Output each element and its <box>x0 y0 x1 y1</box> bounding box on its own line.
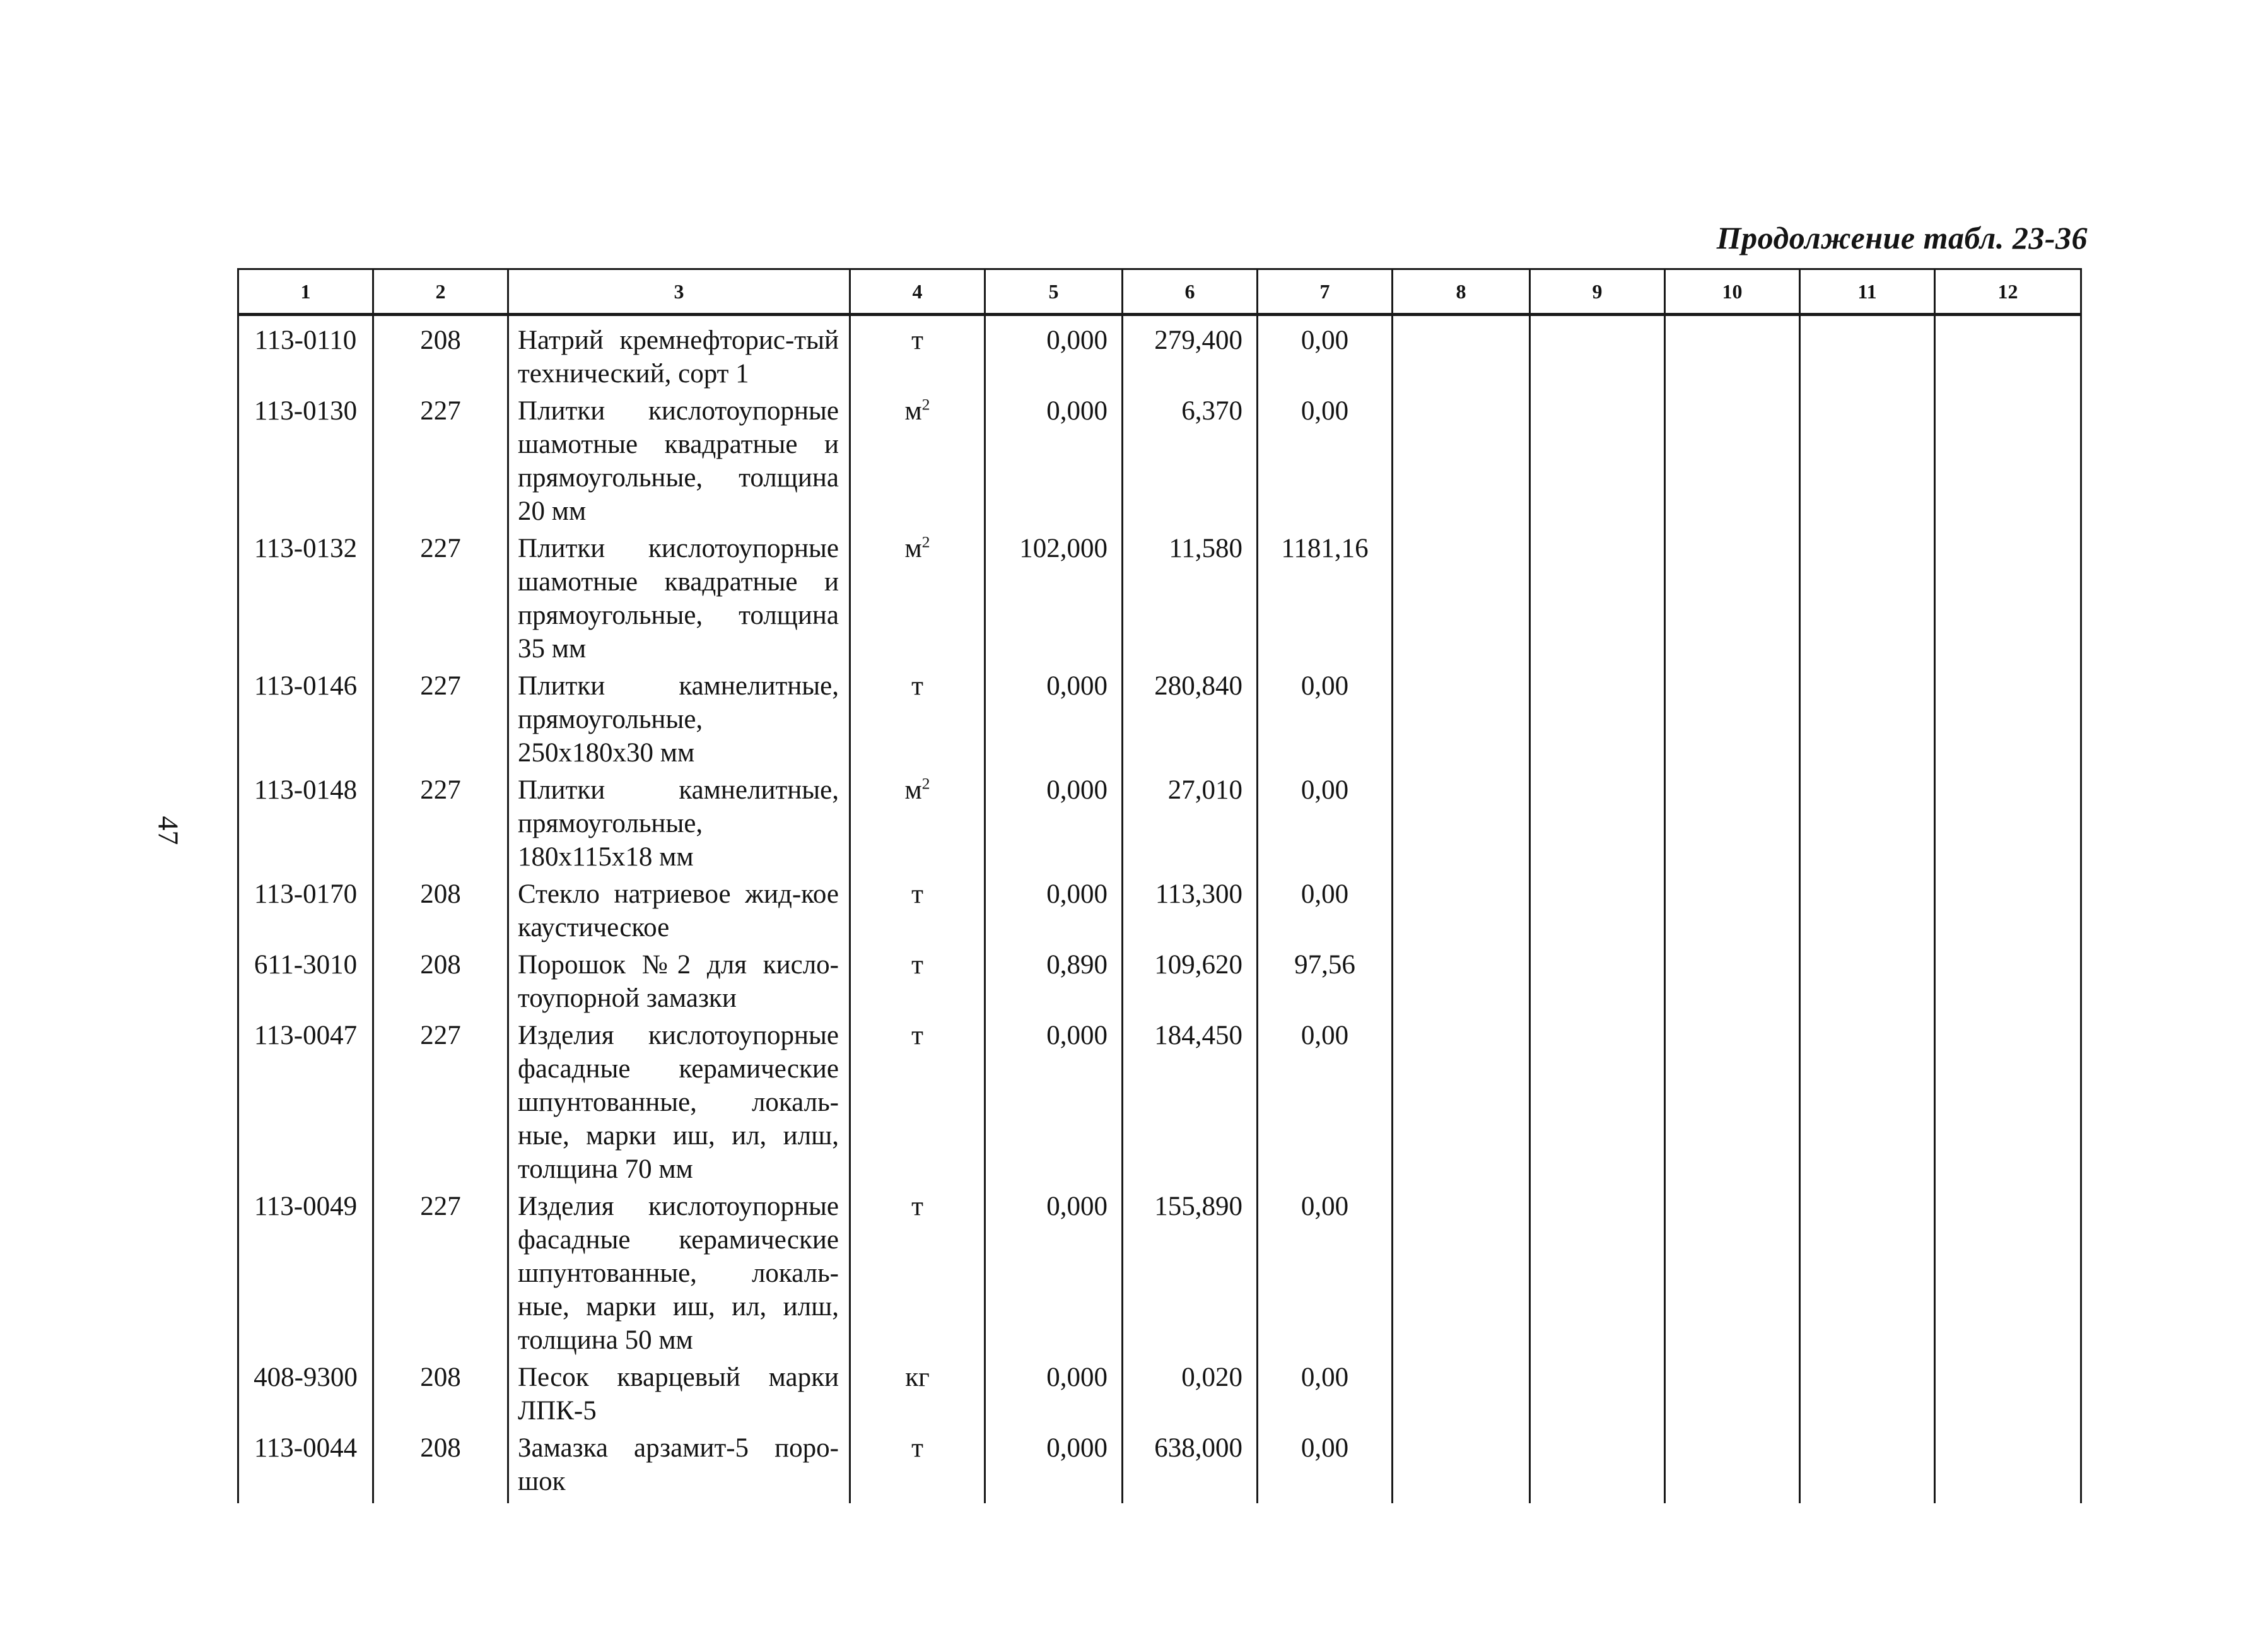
empty-cell <box>1935 947 2081 1017</box>
empty-cell <box>1800 772 1935 876</box>
value-col6: 0,020 <box>1123 1359 1258 1430</box>
materials-table <box>237 268 2082 1503</box>
value-col6: 184,450 <box>1123 1017 1258 1188</box>
header-cell: 3 <box>508 269 850 315</box>
header-cell: 7 <box>1258 269 1393 315</box>
header-cell: 8 <box>1393 269 1530 315</box>
empty-cell <box>1935 1188 2081 1359</box>
value-col5: 0,000 <box>985 1359 1123 1430</box>
material-name: Замазка арзамит-5 поро-шок <box>508 1430 850 1503</box>
unit <box>850 1017 985 1188</box>
table-row <box>238 1359 2081 1430</box>
value-col6: 27,010 <box>1123 772 1258 876</box>
value-col6: 109,620 <box>1123 947 1258 1017</box>
empty-cell <box>1393 947 1530 1017</box>
material-name: Изделия кислотоупорные фасадные керамические шпунтованные, локаль-ные, марки иш, ил, илш, толщина 70 мм <box>508 1017 850 1188</box>
unit-text: т <box>911 1433 923 1463</box>
empty-cell <box>1665 668 1800 772</box>
price-zone: 208 <box>373 876 508 947</box>
value-col6: 155,890 <box>1123 1188 1258 1359</box>
unit-text: т <box>911 950 923 980</box>
header-cell: 1 <box>238 269 373 315</box>
empty-cell <box>1665 1017 1800 1188</box>
empty-cell <box>1530 393 1665 531</box>
empty-cell <box>1530 876 1665 947</box>
header-cell: 2 <box>373 269 508 315</box>
header-cell: 11 <box>1800 269 1935 315</box>
value-col5: 0,000 <box>985 1188 1123 1359</box>
material-name: Плитки камнелитные, прямоугольные, 180x115x18 мм <box>508 772 850 876</box>
value-col5: 0,000 <box>985 315 1123 394</box>
empty-cell <box>1393 1430 1530 1503</box>
value-col5: 0,890 <box>985 947 1123 1017</box>
unit <box>850 393 985 531</box>
header-row <box>238 269 2081 315</box>
unit <box>850 876 985 947</box>
unit <box>850 1359 985 1430</box>
unit <box>850 772 985 876</box>
material-name: Стекло натриевое жид-кое каустическое <box>508 876 850 947</box>
table-row <box>238 668 2081 772</box>
unit-text: т <box>911 879 923 909</box>
unit-text: т <box>911 1192 923 1221</box>
price-zone: 208 <box>373 1430 508 1503</box>
empty-cell <box>1800 393 1935 531</box>
value-col5: 0,000 <box>985 668 1123 772</box>
empty-cell <box>1393 1017 1530 1188</box>
material-code: 113-0132 <box>238 531 373 668</box>
material-code: 113-0044 <box>238 1430 373 1503</box>
table-row <box>238 531 2081 668</box>
empty-cell <box>1393 531 1530 668</box>
unit-text: т <box>911 325 923 355</box>
value-col6: 280,840 <box>1123 668 1258 772</box>
material-name: Плитки кислотоупорные шамотные квадратные и прямоугольные, толщина 35 мм <box>508 531 850 668</box>
unit <box>850 315 985 394</box>
header-cell: 4 <box>850 269 985 315</box>
empty-cell <box>1935 315 2081 394</box>
unit-text: м <box>904 396 922 426</box>
material-code: 113-0130 <box>238 393 373 531</box>
empty-cell <box>1530 947 1665 1017</box>
value-col7: 0,00 <box>1258 668 1393 772</box>
table-row <box>238 947 2081 1017</box>
empty-cell <box>1530 1188 1665 1359</box>
value-col6: 638,000 <box>1123 1430 1258 1503</box>
empty-cell <box>1393 876 1530 947</box>
value-col7: 97,56 <box>1258 947 1393 1017</box>
material-code: 113-0148 <box>238 772 373 876</box>
price-zone: 208 <box>373 1359 508 1430</box>
price-zone: 227 <box>373 668 508 772</box>
price-zone: 227 <box>373 772 508 876</box>
value-col6: 11,580 <box>1123 531 1258 668</box>
empty-cell <box>1800 315 1935 394</box>
empty-cell <box>1800 1359 1935 1430</box>
value-col5: 0,000 <box>985 772 1123 876</box>
material-name: Плитки кислотоупорные шамотные квадратные и прямоугольные, толщина 20 мм <box>508 393 850 531</box>
empty-cell <box>1800 947 1935 1017</box>
empty-cell <box>1393 1359 1530 1430</box>
header-cell: 10 <box>1665 269 1800 315</box>
material-code: 113-0170 <box>238 876 373 947</box>
value-col7: 0,00 <box>1258 1017 1393 1188</box>
value-col5: 0,000 <box>985 1430 1123 1503</box>
empty-cell <box>1530 772 1665 876</box>
empty-cell <box>1393 315 1530 394</box>
material-name: Песок кварцевый марки ЛПК-5 <box>508 1359 850 1430</box>
value-col6: 6,370 <box>1123 393 1258 531</box>
value-col7: 0,00 <box>1258 1359 1393 1430</box>
value-col7: 0,00 <box>1258 393 1393 531</box>
value-col7: 0,00 <box>1258 876 1393 947</box>
value-col7: 0,00 <box>1258 772 1393 876</box>
material-code: 408-9300 <box>238 1359 373 1430</box>
table-row <box>238 393 2081 531</box>
unit <box>850 668 985 772</box>
material-code: 611-3010 <box>238 947 373 1017</box>
empty-cell <box>1393 668 1530 772</box>
empty-cell <box>1800 1430 1935 1503</box>
empty-cell <box>1665 1188 1800 1359</box>
table-row <box>238 1017 2081 1188</box>
material-name: Натрий кремнефторис-тый технический, сорт 1 <box>508 315 850 394</box>
value-col7: 1181,16 <box>1258 531 1393 668</box>
empty-cell <box>1393 1188 1530 1359</box>
empty-cell <box>1935 876 2081 947</box>
material-name: Плитки камнелитные, прямоугольные, 250x180x30 мм <box>508 668 850 772</box>
empty-cell <box>1935 1017 2081 1188</box>
table-row <box>238 772 2081 876</box>
value-col6: 113,300 <box>1123 876 1258 947</box>
price-zone: 227 <box>373 1017 508 1188</box>
table-row <box>238 1188 2081 1359</box>
table-row <box>238 1430 2081 1503</box>
price-zone: 227 <box>373 1188 508 1359</box>
unit <box>850 531 985 668</box>
empty-cell <box>1530 1359 1665 1430</box>
empty-cell <box>1935 1430 2081 1503</box>
unit <box>850 947 985 1017</box>
material-code: 113-0110 <box>238 315 373 394</box>
value-col7: 0,00 <box>1258 1188 1393 1359</box>
price-zone: 227 <box>373 531 508 668</box>
empty-cell <box>1665 947 1800 1017</box>
unit-text: м <box>904 775 922 805</box>
empty-cell <box>1530 1017 1665 1188</box>
empty-cell <box>1935 393 2081 531</box>
empty-cell <box>1393 772 1530 876</box>
price-zone: 208 <box>373 315 508 394</box>
page-number: 47 <box>152 816 185 845</box>
value-col5: 102,000 <box>985 531 1123 668</box>
value-col5: 0,000 <box>985 876 1123 947</box>
value-col6: 279,400 <box>1123 315 1258 394</box>
header-cell: 5 <box>985 269 1123 315</box>
empty-cell <box>1800 1188 1935 1359</box>
empty-cell <box>1393 393 1530 531</box>
empty-cell <box>1800 876 1935 947</box>
empty-cell <box>1935 772 2081 876</box>
empty-cell <box>1935 1359 2081 1430</box>
header-cell: 6 <box>1123 269 1258 315</box>
unit-text: кг <box>905 1363 930 1392</box>
unit-text: м <box>904 534 922 563</box>
empty-cell <box>1935 531 2081 668</box>
value-col5: 0,000 <box>985 1017 1123 1188</box>
empty-cell <box>1665 315 1800 394</box>
unit <box>850 1188 985 1359</box>
empty-cell <box>1665 876 1800 947</box>
price-zone: 208 <box>373 947 508 1017</box>
table-row <box>238 315 2081 394</box>
empty-cell <box>1800 1017 1935 1188</box>
material-name: Порошок №2 для кисло-тоупорной замазки <box>508 947 850 1017</box>
unit-exponent: 2 <box>921 774 930 793</box>
table-caption: Продолжение табл. 23-36 <box>1716 220 2088 255</box>
empty-cell <box>1665 1430 1800 1503</box>
empty-cell <box>1800 531 1935 668</box>
value-col5: 0,000 <box>985 393 1123 531</box>
unit <box>850 1430 985 1503</box>
empty-cell <box>1530 1430 1665 1503</box>
empty-cell <box>1665 772 1800 876</box>
value-col7: 0,00 <box>1258 315 1393 394</box>
unit-text: т <box>911 1021 923 1050</box>
empty-cell <box>1800 668 1935 772</box>
material-code: 113-0146 <box>238 668 373 772</box>
unit-exponent: 2 <box>921 395 930 414</box>
unit-exponent: 2 <box>921 532 930 551</box>
price-zone: 227 <box>373 393 508 531</box>
material-code: 113-0049 <box>238 1188 373 1359</box>
header-cell: 9 <box>1530 269 1665 315</box>
empty-cell <box>1530 668 1665 772</box>
empty-cell <box>1935 668 2081 772</box>
empty-cell <box>1530 315 1665 394</box>
empty-cell <box>1530 531 1665 668</box>
value-col7: 0,00 <box>1258 1430 1393 1503</box>
table-row <box>238 876 2081 947</box>
empty-cell <box>1665 531 1800 668</box>
unit-text: т <box>911 671 923 701</box>
header-cell: 12 <box>1935 269 2081 315</box>
material-name: Изделия кислотоупорные фасадные керамические шпунтованные, локаль-ные, марки иш, ил, илш, толщина 50 мм <box>508 1188 850 1359</box>
material-code: 113-0047 <box>238 1017 373 1188</box>
empty-cell <box>1665 393 1800 531</box>
empty-cell <box>1665 1359 1800 1430</box>
